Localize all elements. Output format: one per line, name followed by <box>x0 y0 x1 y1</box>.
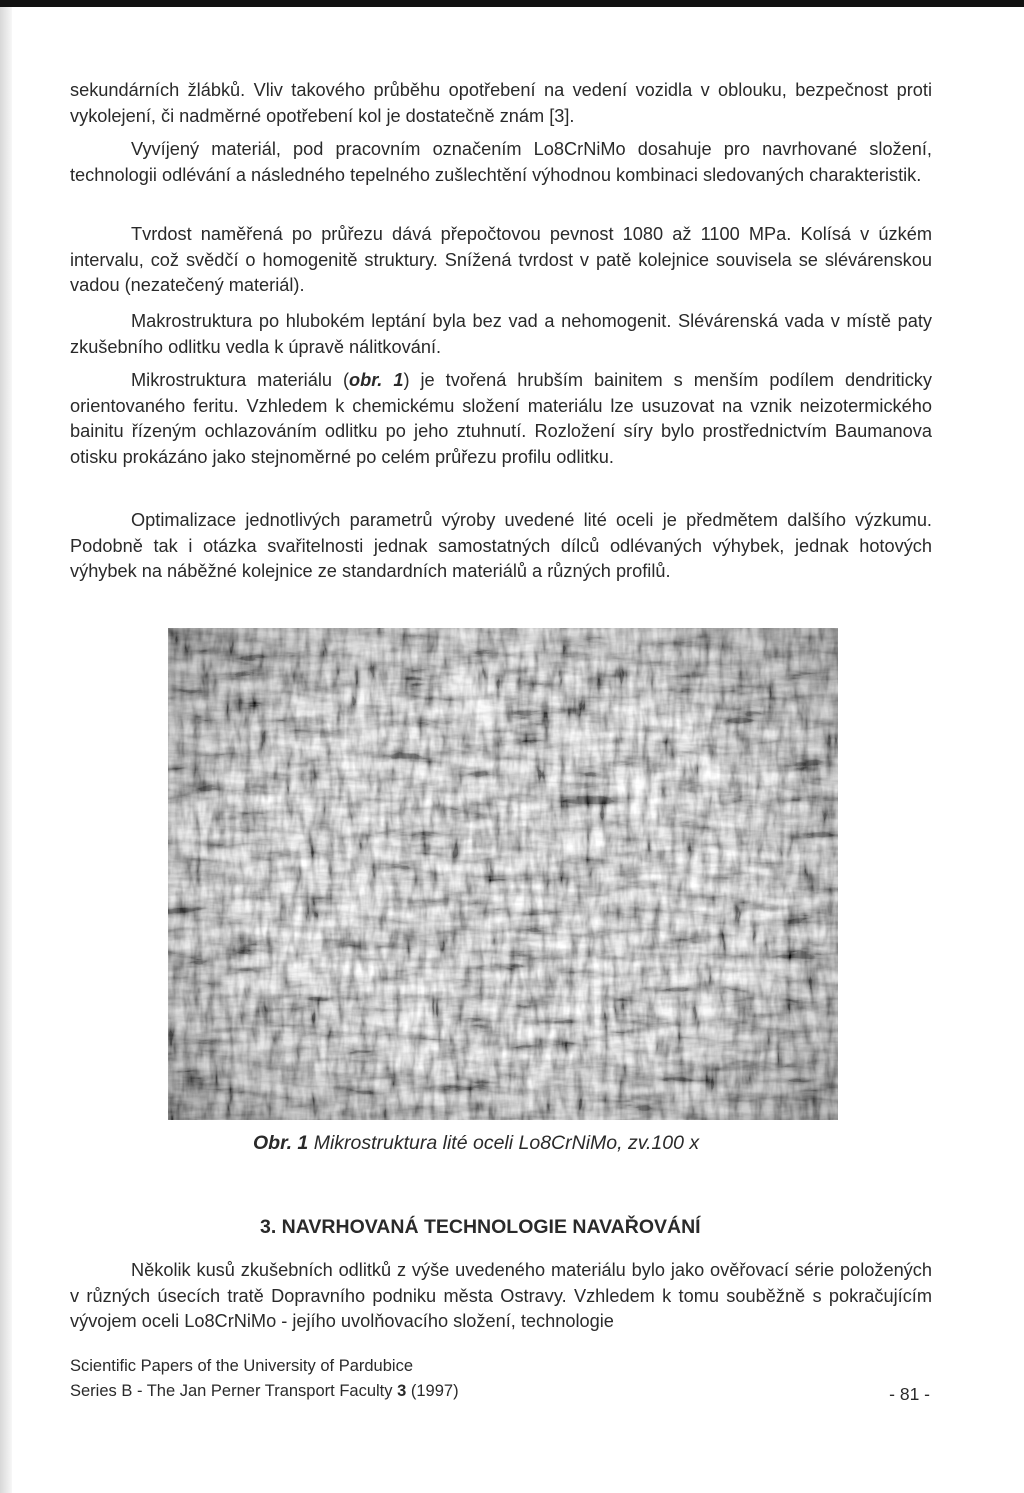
footer-series-text: Series B - The Jan Perner Transport Faculty <box>70 1382 398 1400</box>
microstructure-texture <box>168 628 838 1120</box>
figure-reference-label: obr. <box>349 370 383 390</box>
paragraph-5 <box>70 368 932 470</box>
scan-top-border <box>0 0 1024 7</box>
figure-caption-text: Mikrostruktura lité oceli Lo8CrNiMo, zv.100 x <box>313 1132 700 1154</box>
section-heading: 3. NAVRHOVANÁ TECHNOLOGIE NAVAŘOVÁNÍ <box>260 1216 701 1238</box>
paragraph-5-text-end: ) je tvořená hrubším bainitem s menším podílem dendriticky orientovaného feritu. Vzhledem k chemickému složení materiálu lze usuzovat na vznik neizotermického bainitu řízeným ochlazováním odlitku po jeho ztuhnutí. Rozložení síry bylo prostřednictvím Baumanova otisku prokázáno jako stejnoměrné po celém průřezu profilu odlitku. <box>70 370 932 467</box>
paragraph-6: Optimalizace jednotlivých parametrů výroby uvedené lité oceli je předmětem dalšího výzkumu. Podobně tak i otázka svařitelnosti jednak samostatných dílců odlévaných výhybek, jednak hotových výhybek na náběžné kolejnice ze standardních materiálů a různých profilů. <box>70 510 932 581</box>
scan-left-edge-shadow <box>0 7 12 1493</box>
figure-caption <box>253 1132 699 1155</box>
footer-journal: Scientific Papers of the University of Pardubice <box>70 1357 413 1375</box>
section-paragraph: Několik kusů zkušebních odlitků z výše uvedeného materiálu bylo jako ověřovací série položených v různých úsecích tratě Dopravního podniku města Ostravy. Vzhledem k tomu souběžně s pokračujícím vývojem oceli Lo8CrNiMo - jejího uvolňovacího složení, technologie <box>70 1260 932 1331</box>
footer-series <box>70 1382 459 1401</box>
footer-year: (1997) <box>406 1382 459 1400</box>
microstructure-photo <box>168 628 838 1120</box>
paragraph-2: Vyvíjený materiál, pod pracovním označením Lo8CrNiMo dosahuje pro navrhované složení, technologii odlévání a následného tepelného zušlechtění výhodnou kombinaci sledovaných charakteristik. <box>70 139 932 185</box>
page-number: - 81 - <box>889 1384 930 1404</box>
paragraph-4: Makrostruktura po hlubokém leptání byla bez vad a nehomogenit. Slévárenská vada v místě paty zkušebního odlitku vedla k úpravě nálitkování. <box>70 311 932 357</box>
paragraph-5-text-start: Mikrostruktura materiálu ( <box>131 370 350 390</box>
footer-volume: 3 <box>397 1382 407 1400</box>
paragraph-1: sekundárních žlábků. Vliv takového průběhu opotřebení na vedení vozidla v oblouku, bezpečnost proti vykolejení, či nadměrné opotřebení kol je dostatečně znám [3]. <box>70 80 932 126</box>
figure-label: Obr. 1 <box>253 1132 309 1154</box>
paragraph-3: Tvrdost naměřená po průřezu dává přepočtovou pevnost 1080 až 1100 MPa. Kolísá v úzkém intervalu, což svědčí o homogenitě struktury. Snížená tvrdost v patě kolejnice souvisela se slévárenskou vadou (nezatečený materiál). <box>70 224 932 295</box>
figure-reference-number: 1 <box>393 370 404 390</box>
